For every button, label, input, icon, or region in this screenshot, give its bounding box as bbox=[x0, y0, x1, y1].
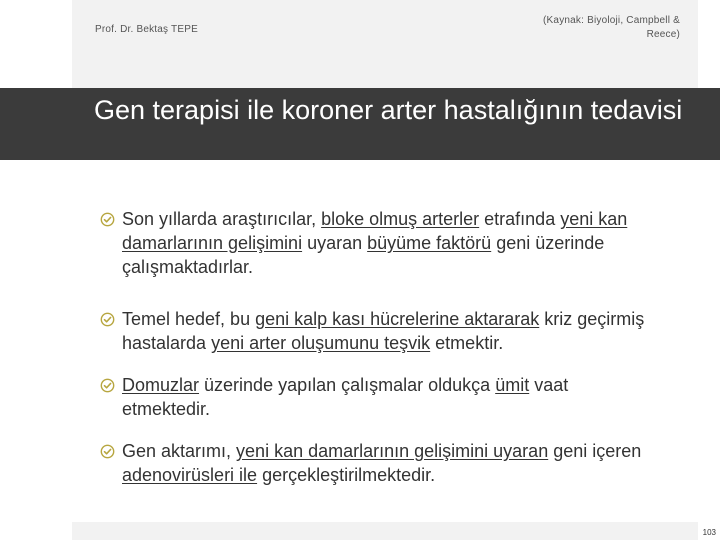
text-run: gerçekleştirilmektedir. bbox=[257, 465, 436, 485]
source-citation: (Kaynak: Biyoloji, Campbell & Reece) bbox=[543, 15, 680, 40]
text-run: vaat etmektedir. bbox=[122, 375, 569, 419]
text-run: geni içeren bbox=[548, 441, 642, 461]
underlined-phrase: bloke olmuş arterler bbox=[321, 209, 480, 229]
underlined-phrase: büyüme faktörü bbox=[367, 233, 492, 253]
text-run: geni üzerinde çalışmaktadırlar. bbox=[122, 233, 605, 277]
bullet-item bbox=[100, 373, 660, 421]
underlined-phrase: yeni arter oluşumunu teşvik bbox=[211, 333, 431, 353]
text-run: Son yıllarda araştırıcılar, bbox=[122, 209, 322, 229]
page-number: 103 bbox=[702, 528, 716, 537]
bullet-item bbox=[100, 207, 660, 279]
underlined-phrase: Domuzlar bbox=[122, 375, 200, 395]
bullet-list bbox=[100, 207, 660, 487]
bullet-text bbox=[122, 309, 644, 353]
circled-check-icon bbox=[100, 312, 115, 327]
bullet-item bbox=[100, 307, 660, 355]
slide-title: Gen terapisi ile koroner arter hastalığının tedavisi bbox=[94, 95, 683, 125]
text-run: uyaran bbox=[302, 233, 368, 253]
underlined-phrase: geni kalp kası hücrelerine aktararak bbox=[255, 309, 540, 329]
bullet-text bbox=[122, 375, 568, 419]
underlined-phrase: adenovirüsleri ile bbox=[122, 465, 258, 485]
text-run: üzerinde yapılan çalışmalar oldukça bbox=[199, 375, 496, 395]
text-run: etrafında bbox=[479, 209, 561, 229]
bullet-text bbox=[122, 209, 627, 277]
text-run: Temel hedef, bu bbox=[122, 309, 256, 329]
footer-band bbox=[72, 522, 698, 540]
circled-check-icon bbox=[100, 444, 115, 459]
author-label: Prof. Dr. Bektaş TEPE bbox=[95, 24, 198, 35]
text-run: Gen aktarımı, bbox=[122, 441, 237, 461]
circled-check-icon bbox=[100, 378, 115, 393]
text-run: etmektir. bbox=[430, 333, 504, 353]
underlined-phrase: ümit bbox=[495, 375, 530, 395]
text-run: kriz geçirmiş hastalarda bbox=[122, 309, 645, 353]
underlined-phrase: yeni kan damarlarının gelişimini uyaran bbox=[236, 441, 549, 461]
underlined-phrase: yeni kan damarlarının gelişimini bbox=[122, 209, 628, 253]
bullet-item bbox=[100, 439, 660, 487]
circled-check-icon bbox=[100, 212, 115, 227]
bullet-text bbox=[122, 441, 641, 485]
